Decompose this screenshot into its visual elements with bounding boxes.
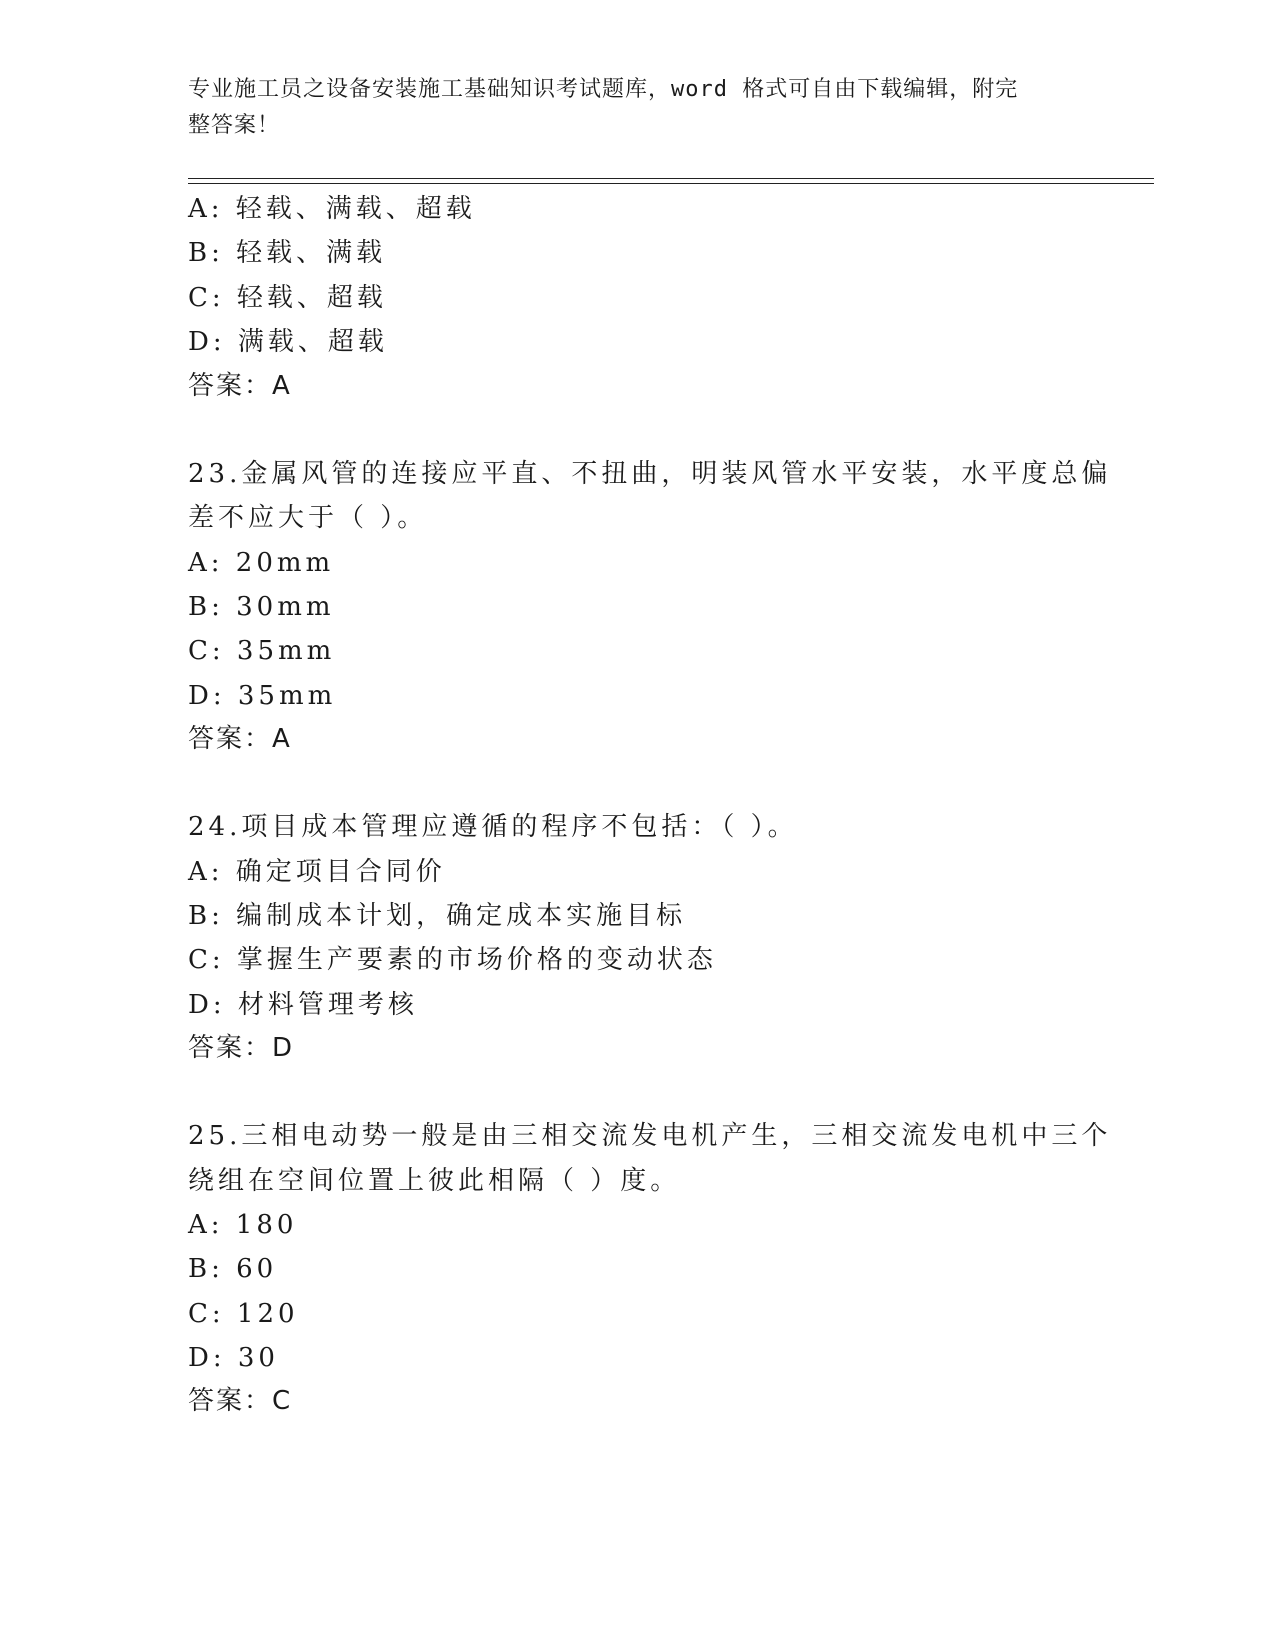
q24-option-b: B: 编制成本计划，确定成本实施目标 (188, 901, 687, 931)
q23-answer: 答案：A (188, 724, 292, 754)
q25-option-d: D: 30 (188, 1343, 279, 1373)
q23-option-c: C: 35mm (188, 636, 336, 666)
header-divider-bottom (188, 183, 1154, 184)
q23-option-d: D: 35mm (188, 681, 337, 711)
q25-option-a: A: 180 (188, 1210, 298, 1240)
q24-option-c: C: 掌握生产要素的市场价格的变动状态 (188, 945, 717, 975)
header-line-2: 整答案！ (188, 113, 281, 138)
q25-option-c: C: 120 (188, 1299, 299, 1329)
q25-answer: 答案：C (188, 1386, 293, 1416)
q24-answer: 答案：D (188, 1033, 295, 1063)
header-line-1: 专业施工员之设备安装施工基础知识考试题库，word 格式可自由下载编辑，附完 (188, 77, 1019, 102)
q23-option-a: A: 20mm (188, 548, 335, 578)
q22-option-b: B: 轻载、满载 (188, 238, 387, 268)
q22-option-c: C: 轻载、超载 (188, 283, 387, 313)
q23-option-b: B: 30mm (188, 592, 335, 622)
q22-answer: 答案：A (188, 371, 292, 401)
q25-option-b: B: 60 (188, 1254, 278, 1284)
q22-option-a: A: 轻载、满载、超载 (188, 194, 476, 224)
q24-option-a: A: 确定项目合同价 (188, 857, 446, 887)
q24-option-d: D: 材料管理考核 (188, 990, 418, 1020)
document-header (188, 72, 1068, 144)
q22-option-d: D: 满载、超载 (188, 327, 388, 357)
q25-stem-line-2: 绕组在空间位置上彼此相隔（ ）度。 (188, 1166, 681, 1196)
q23-stem-line-2: 差不应大于（ ）。 (188, 503, 428, 533)
q25-stem-line-1: 25.三相电动势一般是由三相交流发电机产生，三相交流发电机中三个 (188, 1121, 1112, 1151)
q23-stem-line-1: 23.金属风管的连接应平直、不扭曲，明装风管水平安装，水平度总偏 (188, 459, 1112, 489)
header-divider-top (188, 178, 1154, 179)
q24-stem-line-1: 24.项目成本管理应遵循的程序不包括：（ ）。 (188, 812, 798, 842)
